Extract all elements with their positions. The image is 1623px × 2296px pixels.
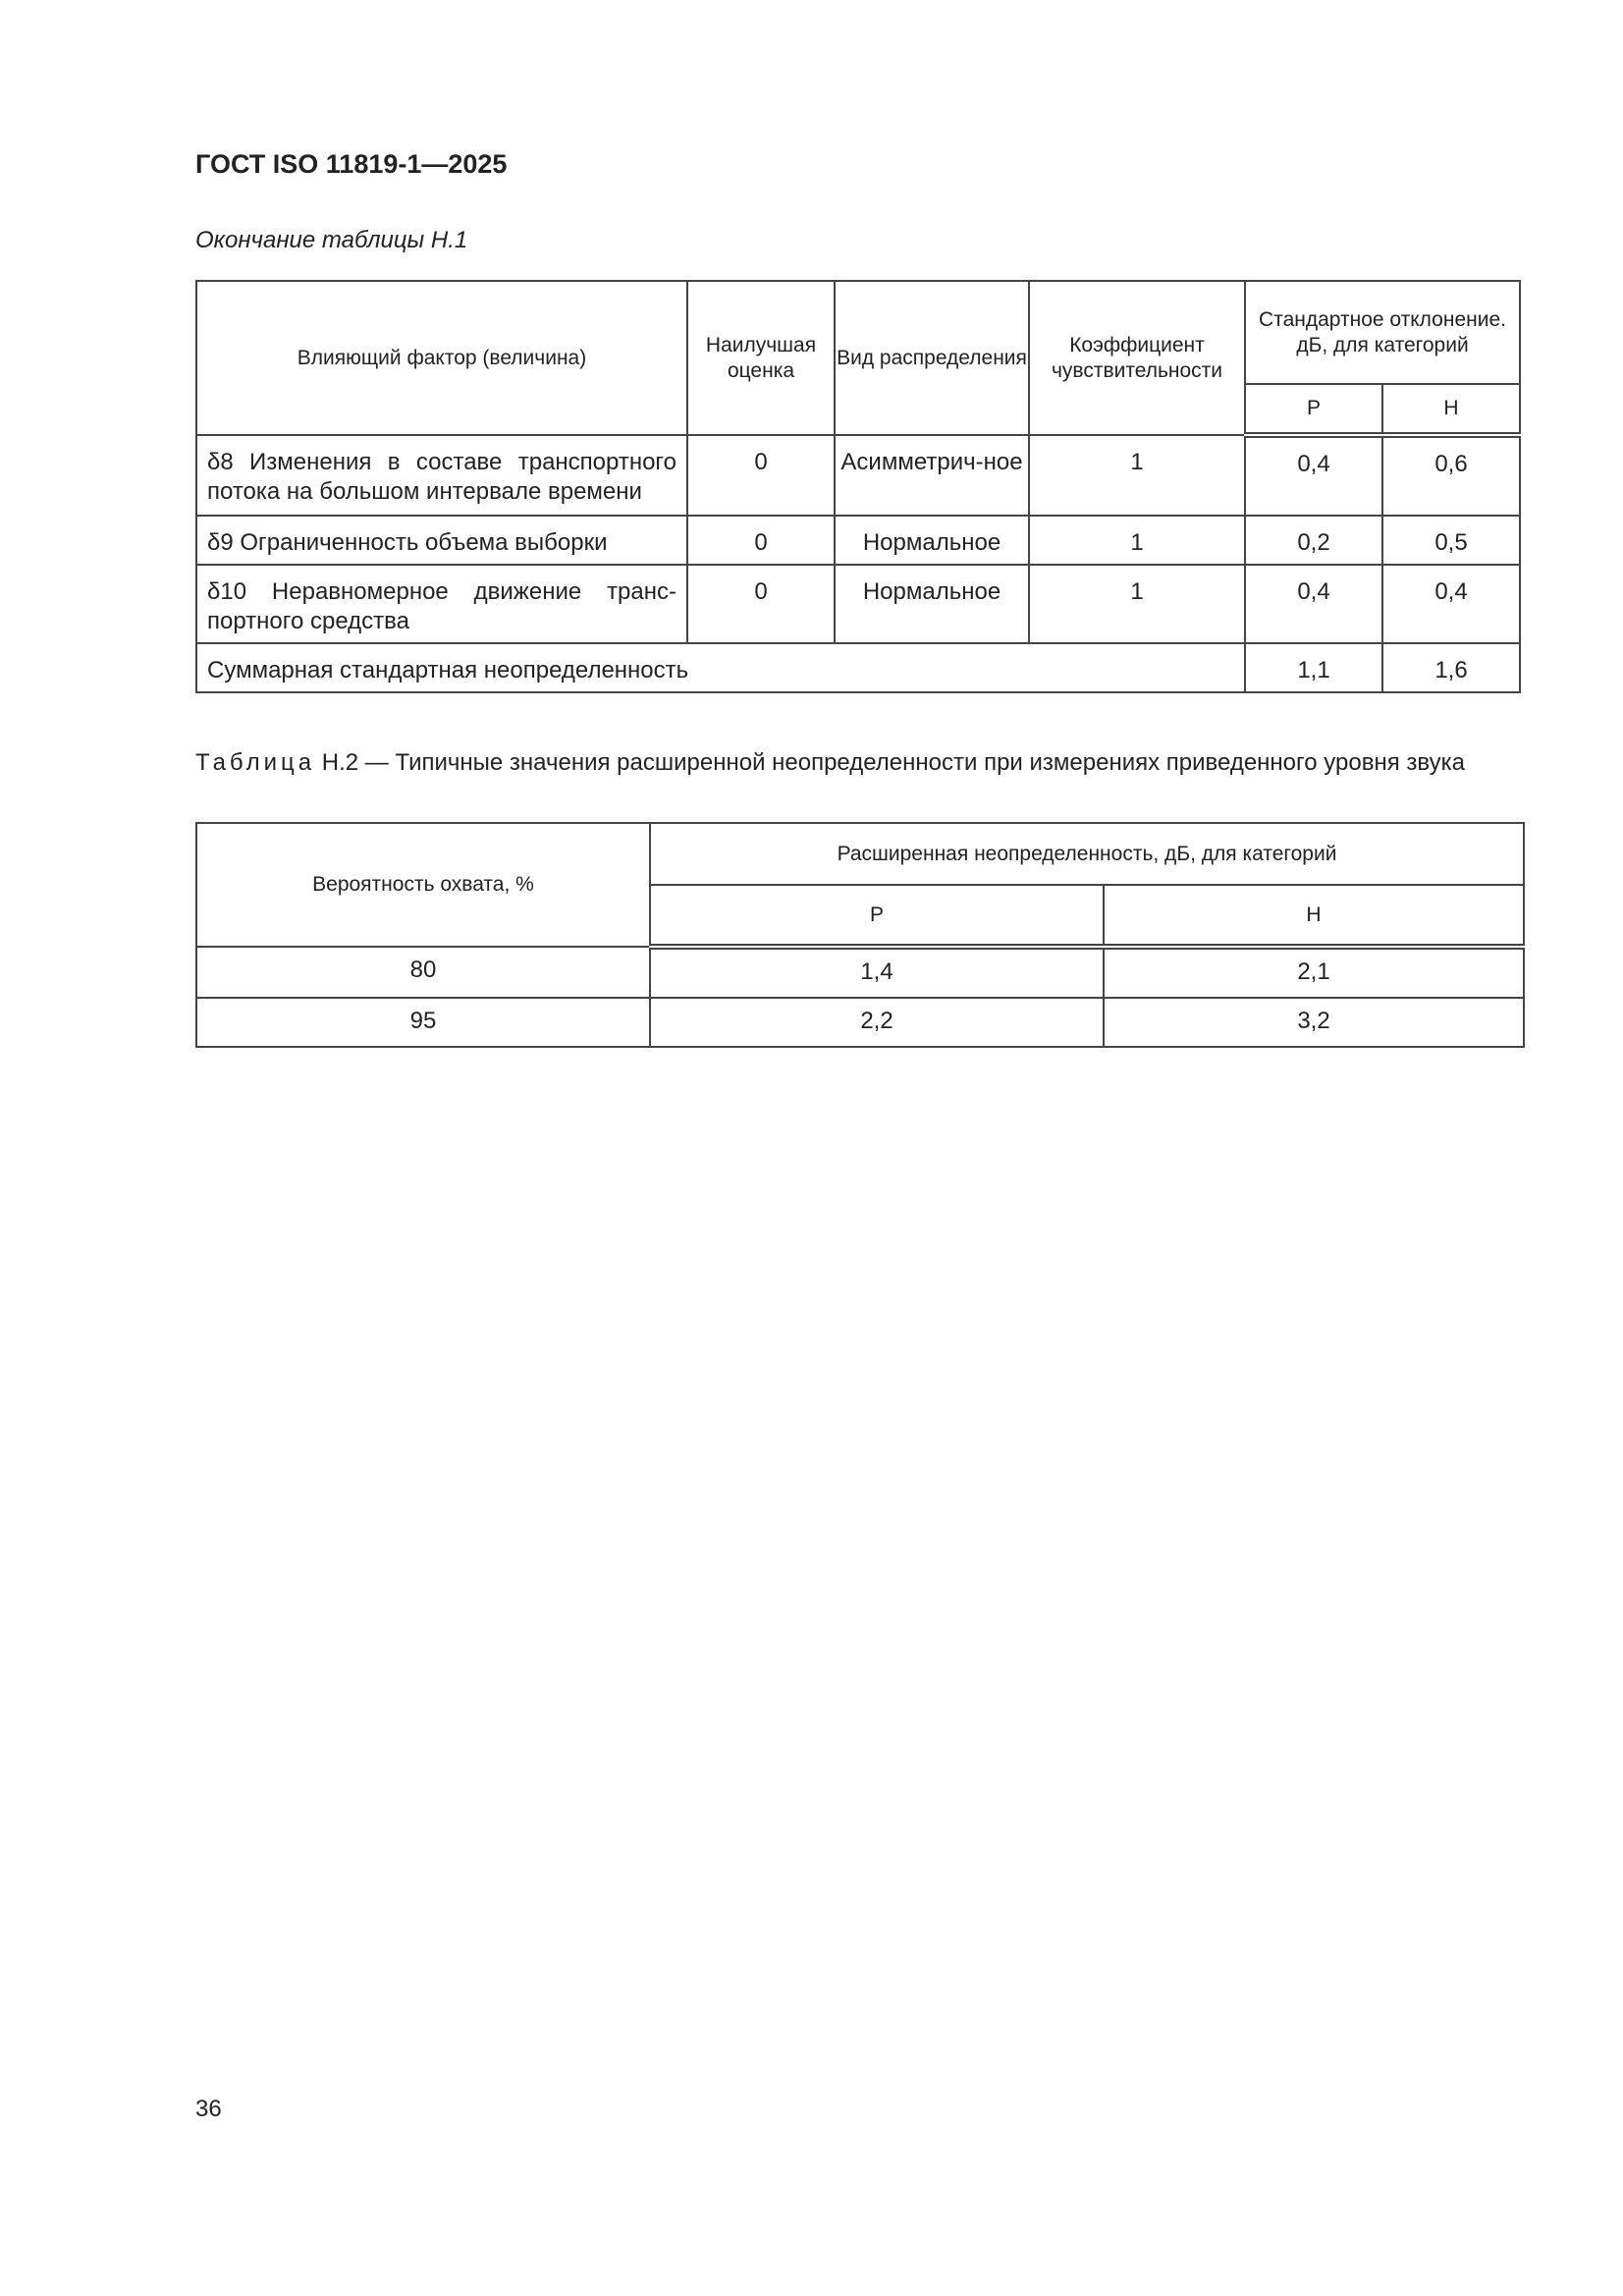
header-category-h: Н — [1104, 885, 1524, 947]
expanded-p-cell: 1,4 — [650, 947, 1104, 998]
expanded-h-cell: 2,1 — [1104, 947, 1524, 998]
table-h2 — [195, 822, 1525, 1048]
table-label: Таблица — [195, 749, 316, 776]
distribution-cell: Нормальное — [835, 516, 1029, 565]
table-h1 — [195, 280, 1521, 693]
header-sensitivity: Коэффициент чувствительности — [1029, 281, 1245, 435]
best-estimate-cell: 0 — [687, 516, 835, 565]
table-continuation-caption: Окончание таблицы Н.1 — [195, 227, 468, 253]
table-row — [196, 998, 1524, 1047]
header-distribution: Вид распределения — [835, 281, 1029, 435]
sensitivity-cell: 1 — [1029, 516, 1245, 565]
total-p-cell: 1,1 — [1245, 643, 1382, 692]
best-estimate-cell: 0 — [687, 435, 835, 516]
sensitivity-cell: 1 — [1029, 435, 1245, 516]
sensitivity-cell: 1 — [1029, 565, 1245, 643]
std-h-cell: 0,4 — [1382, 565, 1520, 643]
std-h-cell: 0,5 — [1382, 516, 1520, 565]
factor-cell: δ8 Изменения в составе транспортного потока на большом интервале времени — [196, 435, 687, 516]
std-p-cell: 0,2 — [1245, 516, 1382, 565]
probability-cell: 95 — [196, 998, 650, 1047]
header-expanded-uncertainty: Расширенная неопределенность, дБ, для категорий — [650, 823, 1524, 885]
best-estimate-cell: 0 — [687, 565, 835, 643]
table-row — [196, 435, 1520, 516]
header-category-p: Р — [1245, 384, 1382, 435]
header-category-p: Р — [650, 885, 1104, 947]
total-h-cell: 1,6 — [1382, 643, 1520, 692]
total-row — [196, 643, 1520, 692]
header-category-h: Н — [1382, 384, 1520, 435]
factor-cell: δ9 Ограниченность объема выборки — [196, 516, 687, 565]
header-std-dev: Стандартное отклонение. дБ, для категорий — [1245, 281, 1520, 384]
expanded-p-cell: 2,2 — [650, 998, 1104, 1047]
distribution-cell: Асимметрич-ное — [835, 435, 1029, 516]
distribution-cell: Нормальное — [835, 565, 1029, 643]
std-p-cell: 0,4 — [1245, 435, 1382, 516]
header-best-estimate: Наилучшая оценка — [687, 281, 835, 435]
page-number: 36 — [195, 2096, 222, 2122]
std-h-cell: 0,6 — [1382, 435, 1520, 516]
table-h2-caption — [195, 748, 1521, 778]
table-row — [196, 947, 1524, 998]
std-p-cell: 0,4 — [1245, 565, 1382, 643]
header-probability: Вероятность охвата, % — [196, 823, 650, 947]
expanded-h-cell: 3,2 — [1104, 998, 1524, 1047]
factor-cell: δ10 Неравномерное движение транс-портного средства — [196, 565, 687, 643]
table-row — [196, 565, 1520, 643]
total-label: Суммарная стандартная неопределенность — [196, 643, 1245, 692]
table-title: Н.2 — Типичные значения расширенной неопределенности при измерениях приведенного уровня звука — [321, 749, 1465, 776]
document-header: ГОСТ ISO 11819-1—2025 — [195, 149, 508, 179]
header-factor: Влияющий фактор (величина) — [196, 281, 687, 435]
probability-cell: 80 — [196, 947, 650, 998]
table-row — [196, 516, 1520, 565]
